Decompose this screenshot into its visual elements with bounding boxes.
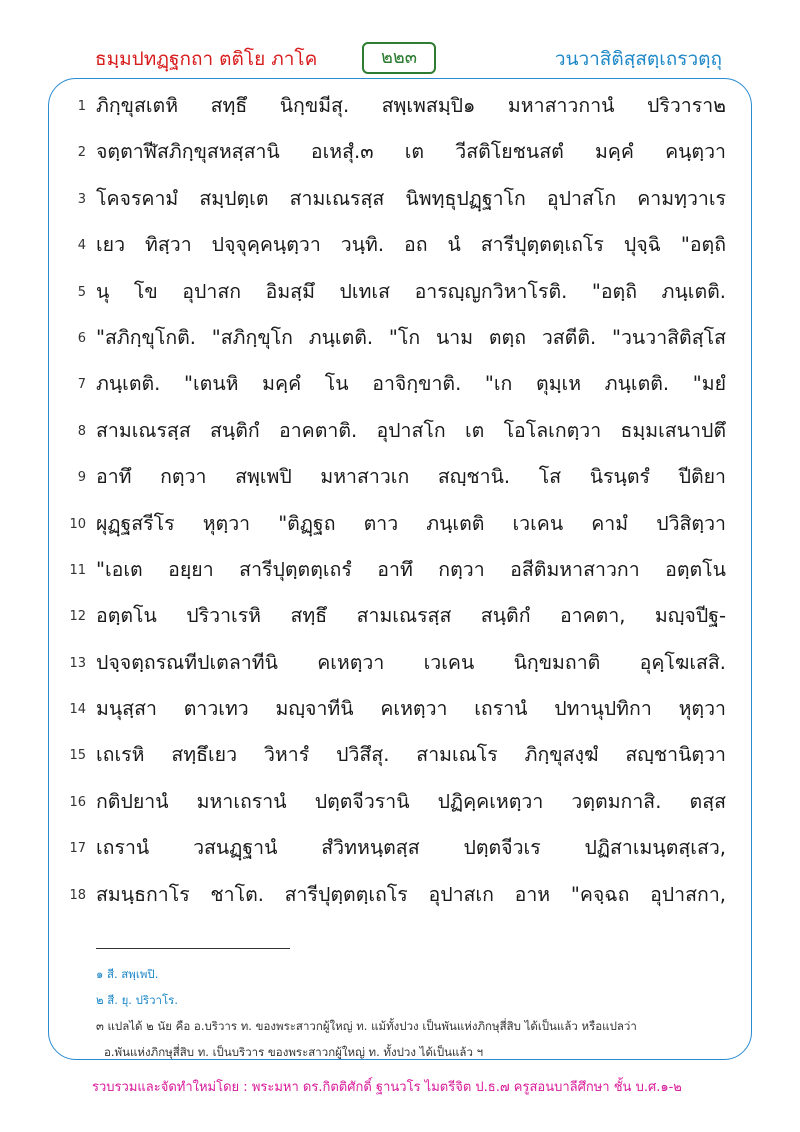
line-text: ผุฏฺฐสรีโร หุตฺวา "ติฏฺฐถ ตาว ภนฺเตติ เวเคน คามํ ปวิสิตฺวา bbox=[96, 511, 726, 535]
text-line bbox=[48, 592, 748, 638]
header-book-title: ธมฺมปทฏฺฐกถา ตติโย ภาโค bbox=[95, 48, 318, 70]
text-line bbox=[48, 500, 748, 546]
text-line bbox=[48, 314, 748, 360]
footnote-3: ๓ แปลได้ ๒ นัย คือ อ.บริวาร ท. ของพระสาวกผู้ใหญ่ ท. แม้ทั้งปวง เป็นพันแห่งภิกษุสี่สิบ ได้เป็นแล้ว หรือแปลว่า bbox=[96, 1019, 637, 1033]
header-story-title: วนวาสิติสฺสตฺเถรวตฺถุ bbox=[554, 48, 722, 70]
text-line bbox=[48, 639, 748, 685]
line-number: 5 bbox=[77, 284, 86, 300]
line-number: 13 bbox=[69, 655, 86, 671]
text-line bbox=[48, 871, 748, 917]
line-number: 16 bbox=[69, 794, 86, 810]
footnote-3-continued: อ.พันแห่งภิกษุสี่สิบ ท. เป็นบริวาร ของพระสาวกผู้ใหญ่ ท. ทั้งปวง ได้เป็นแล้ว ฯ bbox=[104, 1045, 484, 1059]
line-number: 18 bbox=[69, 887, 86, 903]
line-text: เถเรหิ สทฺธึเยว วิหารํ ปวิสึสุ. สามเณโร ภิกฺขุสงฺฆํ สญฺชานิตฺวา bbox=[96, 743, 726, 767]
line-number: 9 bbox=[77, 470, 86, 486]
line-text: เยว ทิสฺวา ปจฺจุคฺคนฺตฺวา วนฺทิ. อถ นํ สารีปุตฺตตฺเถโร ปุจฺฉิ "อตฺถิ bbox=[96, 233, 726, 257]
line-number: 11 bbox=[69, 562, 86, 578]
line-number: 7 bbox=[77, 377, 86, 393]
line-text: "สภิกฺขุโกติ. "สภิกฺขุโก ภนฺเตติ. "โก นาม ตตฺถ วสตีติ. "วนวาสิติสฺโส bbox=[96, 325, 726, 349]
line-text: กติปยานํ มหาเถรานํ ปตฺตจีวรานิ ปฏิคฺคเหตฺวา วตฺตมกาสิ. ตสฺส bbox=[96, 789, 726, 813]
line-number: 6 bbox=[77, 330, 86, 346]
text-line bbox=[48, 778, 748, 824]
text-line bbox=[48, 546, 748, 592]
line-text: สามเณรสฺส สนฺติกํ อาคตาติ. อุปาสโก เต โอโลเกตฺวา ธมฺมเสนาปตึ bbox=[96, 418, 726, 442]
line-text: มนุสฺสา ตาวเทว มญฺจาทีนิ คเหตฺวา เถรานํ ปทานุปทิกา หุตฺวา bbox=[96, 697, 726, 721]
line-text: อตฺตโน ปริวาเรหิ สทฺธึ สามเณรสฺส สนฺติกํ อาคตา, มญฺจปีฐ- bbox=[96, 604, 726, 628]
page-footer: รวบรวมและจัดทำใหม่โดย : พระมหา ดร.กิตติศักดิ์ ฐานวโร ไมตรีจิต ป.ธ.๗ ครูสอนบาลีศึกษา ชั้น บ.ศ.๑-๒ bbox=[92, 1080, 682, 1095]
line-number: 8 bbox=[77, 423, 86, 439]
line-text: เถรานํ วสนฏฺฐานํ สํวิทหนฺตสฺส ปตฺตจีวเร ปฏิสาเมนฺตสฺเสว, bbox=[96, 836, 726, 860]
text-line bbox=[48, 221, 748, 267]
line-text: จตฺตาฬีสภิกฺขุสหสฺสานิ อเหสุํ.๓ เต วีสติโยชนสตํ มคฺคํ คนฺตฺวา bbox=[96, 140, 726, 164]
line-number: 15 bbox=[69, 748, 86, 764]
footnote-2: ๒ สี. ยุ. ปริวาโร. bbox=[96, 993, 179, 1007]
line-text: โคจรคามํ สมฺปตฺเต สามเณรสฺส นิพทฺธุปฏฺฐาโก อุปาสโก คามทฺวาเร bbox=[96, 186, 726, 210]
line-number: 4 bbox=[77, 238, 86, 254]
page-number-box: ๒๒๓ bbox=[362, 42, 436, 74]
text-line bbox=[48, 82, 748, 128]
footnote-1: ๑ สี. สพฺเพปิ. bbox=[96, 967, 159, 981]
line-number: 1 bbox=[77, 99, 86, 114]
text-line bbox=[48, 407, 748, 453]
line-number: 12 bbox=[69, 609, 86, 625]
line-text: ปจฺจตฺถรณทีปเตลาทีนิ คเหตฺวา เวเคน นิกฺขมถาติ อุคฺโฆเสสิ. bbox=[96, 650, 726, 674]
text-line bbox=[48, 175, 748, 221]
line-number: 10 bbox=[69, 516, 86, 532]
line-text: "เอเต อยฺยา สารีปุตฺตตฺเถรํ อาทึ กตฺวา อสีติมหาสาวกา อตฺตโน bbox=[96, 557, 726, 581]
text-line bbox=[48, 824, 748, 870]
line-text: สมนฺธกาโร ชาโต. สารีปุตฺตตฺเถโร อุปาสเก อาห "คจฺฉถ อุปาสกา, bbox=[96, 882, 726, 906]
text-line bbox=[48, 360, 748, 406]
line-number: 3 bbox=[77, 191, 86, 207]
text-line bbox=[48, 268, 748, 314]
line-text: ภิกฺขุสเตหิ สทฺธึ นิกฺขมีสุ. สพฺเพสมฺปิ๑ มหาสาวกานํ ปริวารา๒ bbox=[96, 94, 726, 117]
text-body bbox=[48, 82, 748, 917]
line-number: 2 bbox=[77, 145, 86, 161]
text-line bbox=[48, 128, 748, 174]
line-text: ภนฺเตติ. "เตนหิ มคฺคํ โน อาจิกฺขาติ. "เก ตุมฺเห ภนฺเตติ. "มยํ bbox=[96, 372, 726, 396]
line-number: 17 bbox=[69, 841, 86, 857]
text-line bbox=[48, 453, 748, 499]
line-text: นุ โข อุปาสก อิมสฺมึ ปเทเส อารญฺญกวิหาโรติ. "อตฺถิ ภนฺเตติ. bbox=[96, 279, 726, 303]
line-number: 14 bbox=[69, 702, 86, 718]
footnote-divider bbox=[96, 948, 290, 949]
line-text: อาทึ กตฺวา สพฺเพปิ มหาสาวเก สญฺชานิ. โส นิรนฺตรํ ปีติยา bbox=[96, 465, 726, 489]
text-line bbox=[48, 685, 748, 731]
text-line bbox=[48, 731, 748, 777]
